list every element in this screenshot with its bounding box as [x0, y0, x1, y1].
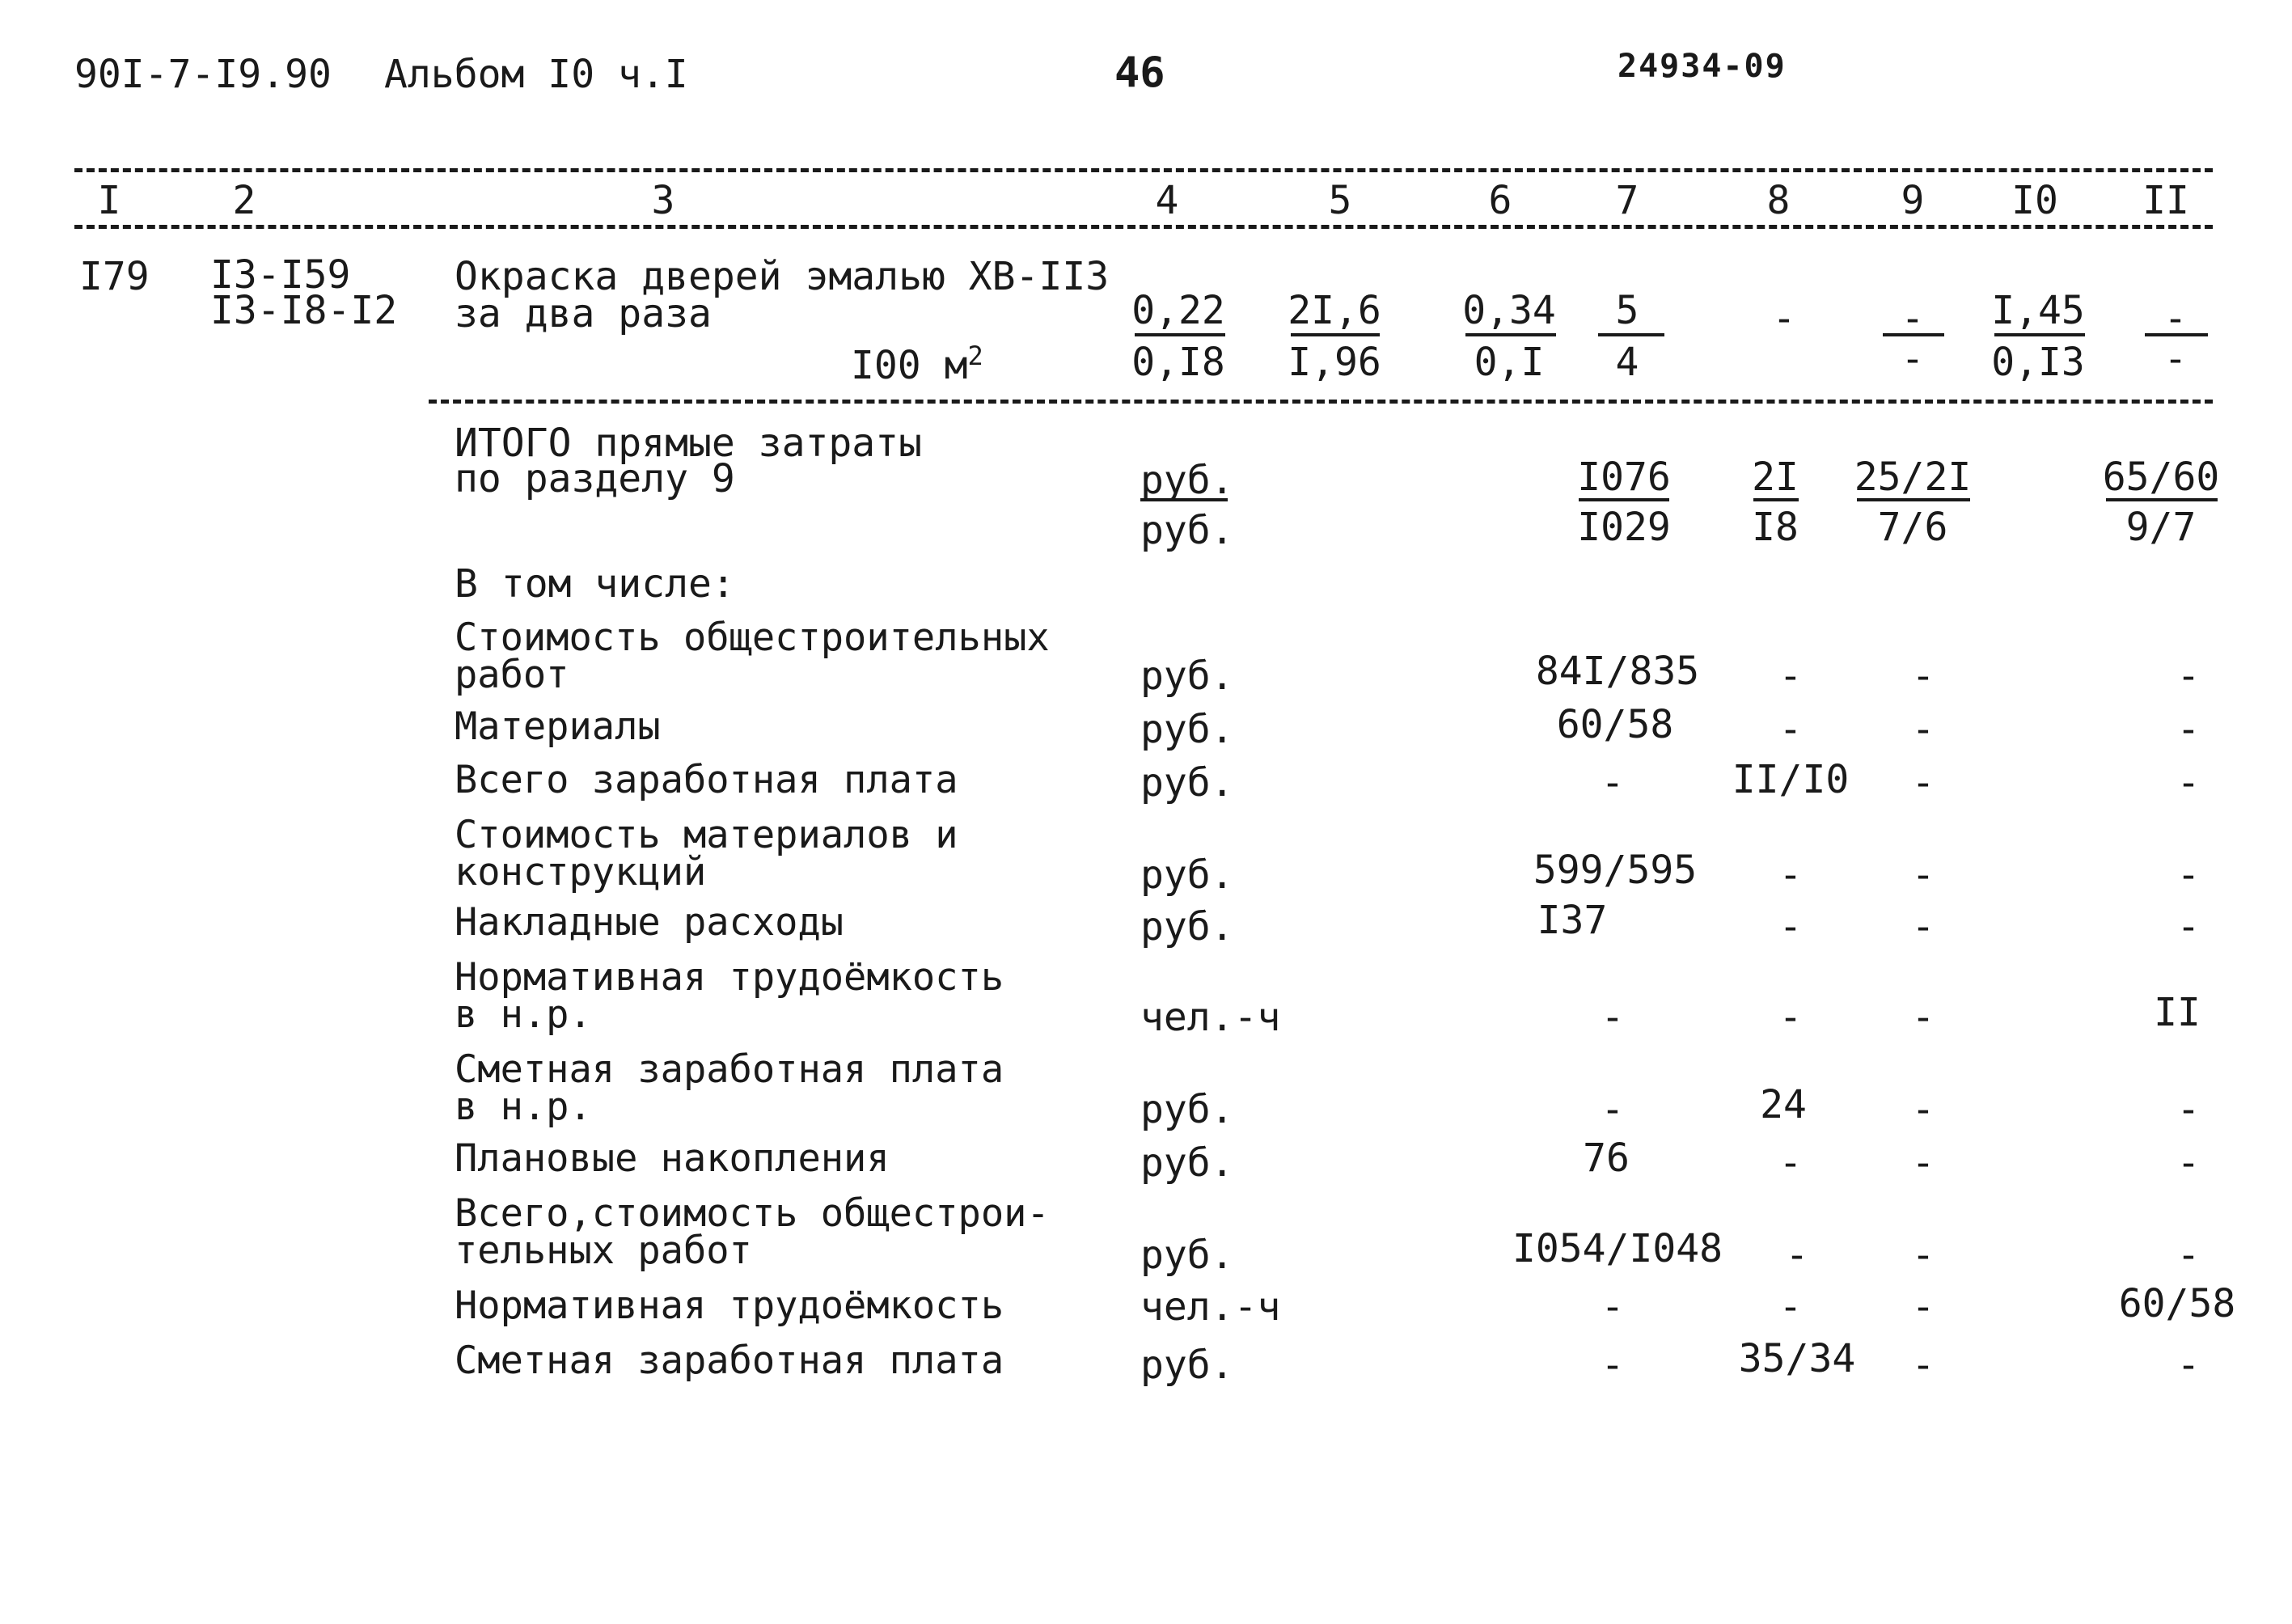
item-col6-top: 0,34 [1462, 288, 1556, 333]
row-col7: - [1601, 995, 1625, 1040]
row-col7: 84I/835 [1535, 649, 1700, 694]
item-unit-text: I00 м [851, 343, 968, 388]
column-number: II [2142, 178, 2189, 223]
total-label-line1: ИТОГО прямые затраты [455, 421, 922, 466]
item-col10-bottom: 0,I3 [1991, 340, 2085, 385]
row-unit: руб. [1140, 653, 1234, 699]
row-col8: - [1778, 707, 1803, 752]
document-code: 90I-7-I9.90 [74, 52, 332, 97]
fraction-bar [1753, 498, 1799, 501]
row-col9: - [1911, 707, 1935, 752]
row-col7: 60/58 [1556, 702, 1674, 747]
row-col8: 35/34 [1738, 1336, 1856, 1381]
row-col8: - [1778, 995, 1803, 1040]
row-col11: - [2176, 1140, 2201, 1186]
row-col7: - [1601, 1343, 1625, 1388]
row-label: Всего заработная плата [455, 758, 958, 802]
row-col9: - [1911, 1087, 1935, 1132]
column-number: 8 [1766, 178, 1791, 223]
item-col9-top: - [1901, 296, 1925, 341]
total-col8-bottom: I8 [1752, 505, 1799, 550]
section-dashed-rule [429, 400, 2213, 404]
row-label: Материалы [455, 704, 661, 749]
row-unit: руб. [1140, 852, 1234, 898]
fraction-bar [1465, 333, 1556, 336]
row-col7: I054/I048 [1512, 1226, 1723, 1271]
item-description-line2: за два раза [455, 291, 712, 336]
row-col7: I37 [1537, 898, 1608, 943]
row-col7: - [1601, 1087, 1625, 1132]
row-col9: - [1911, 1343, 1935, 1388]
row-col9: - [1911, 760, 1935, 806]
row-col11: - [2176, 852, 2201, 898]
row-col9: - [1911, 1233, 1935, 1278]
total-col9-top: 25/2I [1854, 455, 1972, 500]
row-label: Нормативная трудоёмкость в н.р. [455, 955, 1004, 1037]
column-number: 6 [1488, 178, 1512, 223]
item-number: I79 [79, 254, 150, 299]
row-label: Всего,стоимость общестрои- тельных работ [455, 1191, 1050, 1273]
row-col8: - [1785, 1233, 1809, 1278]
row-unit: чел.-ч [1140, 995, 1281, 1040]
row-label: Стоимость общестроительных работ [455, 615, 1050, 697]
item-unit [851, 340, 983, 388]
row-col11: - [2176, 653, 2201, 699]
item-col5-bottom: I,96 [1288, 340, 1381, 385]
row-col8: 24 [1760, 1082, 1807, 1127]
total-unit-bottom: руб. [1140, 508, 1234, 553]
total-col7-top: I076 [1577, 455, 1671, 500]
item-col4-bottom: 0,I8 [1131, 340, 1225, 385]
header-dashed-rule-bottom [74, 225, 2213, 229]
column-number: 4 [1155, 178, 1179, 223]
row-unit: чел.-ч [1140, 1284, 1281, 1330]
total-col9-bottom: 7/6 [1877, 505, 1948, 550]
row-col9: - [1911, 1140, 1935, 1186]
row-label: Стоимость материалов и конструкций [455, 813, 958, 894]
column-number: I [97, 178, 121, 223]
item-code-primary: I3-I59 [210, 252, 351, 298]
column-number: 5 [1328, 178, 1352, 223]
row-unit: руб. [1140, 760, 1234, 806]
row-col8: - [1778, 653, 1803, 699]
item-col10-top: I,45 [1991, 288, 2085, 333]
item-col7-top: 5 [1615, 288, 1639, 333]
row-label: Сметная заработная плата [455, 1339, 1004, 1383]
total-col7-bottom: I029 [1577, 505, 1671, 550]
item-col4-top: 0,22 [1131, 288, 1225, 333]
row-unit: руб. [1140, 1087, 1234, 1132]
item-col9-bottom: - [1901, 336, 1925, 382]
column-number: I0 [2011, 178, 2058, 223]
fraction-bar [2106, 498, 2218, 501]
fraction-bar [1579, 498, 1669, 501]
row-unit: руб. [1140, 904, 1234, 949]
row-unit: руб. [1140, 1233, 1234, 1278]
page-number: 46 [1114, 49, 1165, 97]
item-code-secondary: I3-I8-I2 [210, 288, 398, 333]
row-unit: руб. [1140, 707, 1234, 752]
item-description-line1: Окраска дверей эмалью ХВ-II3 [455, 254, 1110, 299]
row-unit: руб. [1140, 1343, 1234, 1388]
row-label: Нормативная трудоёмкость [455, 1284, 1004, 1328]
row-col9: - [1911, 852, 1935, 898]
column-number: 2 [232, 178, 256, 223]
total-col11-bottom: 9/7 [2125, 505, 2197, 550]
item-col5-top: 2I,6 [1288, 288, 1381, 333]
item-col11-top: - [2163, 296, 2188, 341]
fraction-bar [1291, 333, 1380, 336]
column-number: 3 [651, 178, 675, 223]
row-col8: - [1778, 1284, 1803, 1330]
item-col8: - [1772, 296, 1796, 341]
row-col9: - [1911, 995, 1935, 1040]
stamp-number: 24934-09 [1618, 48, 1787, 85]
total-label-line2: по разделу 9 [455, 456, 735, 501]
item-col7-bottom: 4 [1615, 340, 1639, 385]
row-col7: 599/595 [1533, 848, 1698, 893]
row-col8: II/I0 [1732, 757, 1850, 802]
fraction-bar [1140, 498, 1228, 501]
row-col7: - [1601, 1284, 1625, 1330]
row-col9: - [1911, 653, 1935, 699]
row-col11: - [2176, 707, 2201, 752]
row-label: Плановые накопления [455, 1136, 890, 1181]
fraction-bar [1598, 333, 1664, 336]
row-col11: - [2176, 1087, 2201, 1132]
total-col8-top: 2I [1752, 455, 1799, 500]
row-unit: руб. [1140, 1140, 1234, 1186]
item-unit-superscript: 2 [967, 340, 983, 371]
item-col11-bottom: - [2163, 336, 2188, 382]
row-col11: - [2176, 904, 2201, 949]
row-col8: - [1778, 1140, 1803, 1186]
fraction-bar [1994, 333, 2085, 336]
album-label: Альбом I0 ч.I [384, 52, 688, 97]
row-col8: - [1778, 852, 1803, 898]
row-col11: - [2176, 1343, 2201, 1388]
fraction-bar [1857, 498, 1970, 501]
row-col11: - [2176, 760, 2201, 806]
row-col11: 60/58 [2118, 1281, 2236, 1326]
column-number: 7 [1615, 178, 1639, 223]
row-col7: - [1601, 760, 1625, 806]
total-unit-top: руб. [1140, 458, 1234, 503]
row-col8: - [1778, 904, 1803, 949]
including-label: В том числе: [455, 561, 735, 607]
item-col6-bottom: 0,I [1474, 340, 1545, 385]
row-col9: - [1911, 1284, 1935, 1330]
row-col11: - [2176, 1233, 2201, 1278]
fraction-bar [1135, 333, 1225, 336]
total-col11-top: 65/60 [2102, 455, 2220, 500]
row-col7: 76 [1583, 1136, 1630, 1181]
header-dashed-rule-top [74, 168, 2213, 172]
row-col9: - [1911, 904, 1935, 949]
row-col11: II [2154, 990, 2201, 1035]
row-label: Накладные расходы [455, 900, 844, 945]
row-label: Сметная заработная плата в н.р. [455, 1047, 1004, 1129]
column-number: 9 [1901, 178, 1925, 223]
